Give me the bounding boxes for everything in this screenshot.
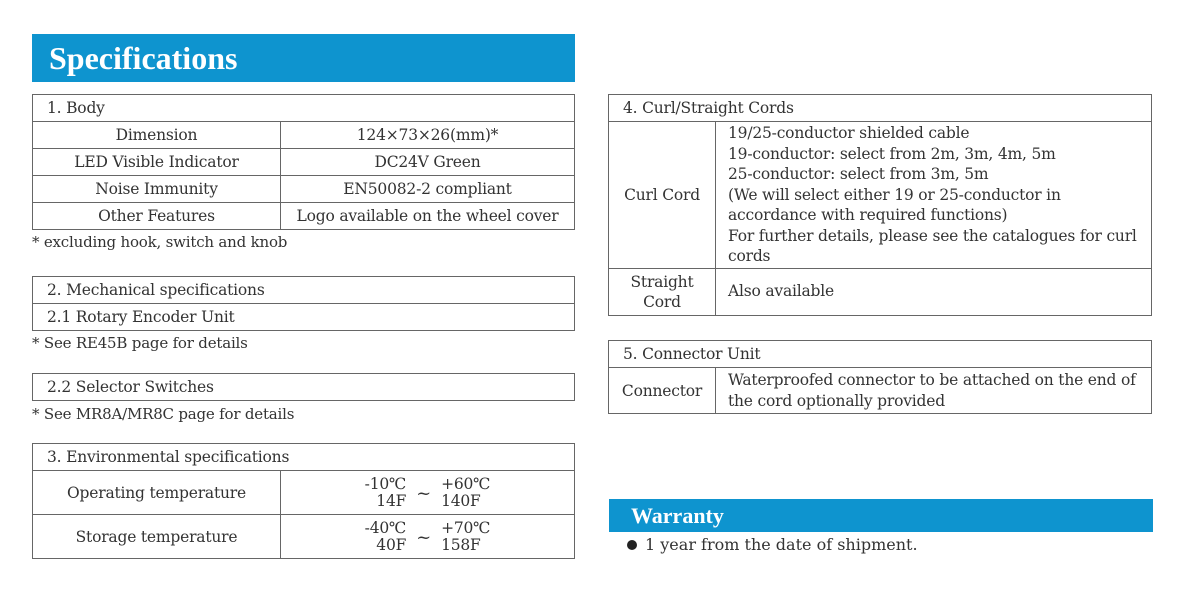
cords-header: 4. Curl/Straight Cords [609, 95, 1152, 122]
noise-value: EN50082-2 compliant [281, 176, 575, 203]
storage-low-f: 40F [376, 536, 407, 554]
features-label: Other Features [33, 203, 281, 230]
led-value: DC24V Green [281, 149, 575, 176]
rotary-encoder-header: 2.1 Rotary Encoder Unit [33, 304, 575, 331]
warranty-title: Warranty [609, 499, 1153, 532]
operating-temp-label: Operating temperature [33, 471, 281, 515]
curl-line: 19/25-conductor shielded cable [728, 124, 970, 142]
body-header: 1. Body [33, 95, 575, 122]
cords-table [608, 94, 1152, 316]
warranty-item [627, 535, 918, 554]
body-note: * excluding hook, switch and knob [32, 233, 288, 251]
straight-label-line: Cord [643, 292, 681, 311]
straight-cord-value: Also available [716, 268, 1152, 315]
connector-header: 5. Connector Unit [609, 341, 1152, 368]
curl-cord-value [716, 122, 1152, 269]
operating-high-c: +60℃ [441, 475, 491, 493]
connector-label: Connector [609, 368, 716, 414]
table-row [33, 515, 575, 559]
body-table [32, 94, 575, 230]
specifications-title: Specifications [32, 34, 575, 82]
mechanical-header: 2. Mechanical specifications [33, 277, 575, 304]
table-row [609, 268, 1152, 315]
connector-value: Waterproofed connector to be attached on the end of the cord optionally provided [716, 368, 1152, 414]
straight-label-line: Straight [630, 272, 694, 291]
environmental-table [32, 443, 575, 559]
table-row [33, 149, 575, 176]
table-row [33, 471, 575, 515]
tilde-symbol: ~ [416, 526, 432, 548]
dimension-value: 124×73×26(mm)* [281, 122, 575, 149]
operating-low-c: -10℃ [364, 475, 407, 493]
led-label: LED Visible Indicator [33, 149, 281, 176]
noise-label: Noise Immunity [33, 176, 281, 203]
warranty-text: 1 year from the date of shipment. [645, 535, 918, 554]
storage-temp-label: Storage temperature [33, 515, 281, 559]
storage-high-f: 158F [441, 536, 481, 554]
storage-high-c: +70℃ [441, 519, 491, 537]
curl-line: 25-conductor: select from 3m, 5m [728, 165, 989, 183]
dimension-label: Dimension [33, 122, 281, 149]
environmental-header: 3. Environmental specifications [33, 444, 575, 471]
curl-line: 19-conductor: select from 2m, 3m, 4m, 5m [728, 144, 1056, 163]
table-row [609, 368, 1152, 414]
selector-table [32, 373, 575, 401]
selector-note: * See MR8A/MR8C page for details [32, 405, 295, 423]
curl-line: (We will select either 19 or 25-conductor in accordance with required functions) [728, 185, 1061, 224]
straight-cord-label [609, 268, 716, 315]
table-row [33, 176, 575, 203]
storage-temp-value [281, 515, 575, 559]
tilde-symbol: ~ [416, 482, 432, 504]
operating-temp-value [281, 471, 575, 515]
table-row [33, 203, 575, 230]
features-value: Logo available on the wheel cover [281, 203, 575, 230]
operating-high-f: 140F [441, 492, 481, 510]
rotary-note: * See RE45B page for details [32, 334, 248, 352]
bullet-icon [627, 540, 637, 550]
curl-line: For further details, please see the catalogues for curl cords [728, 226, 1137, 265]
table-row [609, 122, 1152, 269]
selector-switches-header: 2.2 Selector Switches [33, 374, 575, 401]
table-row [33, 122, 575, 149]
mechanical-table [32, 276, 575, 331]
curl-cord-label: Curl Cord [609, 122, 716, 269]
connector-table [608, 340, 1152, 414]
storage-low-c: -40℃ [364, 519, 407, 537]
operating-low-f: 14F [376, 492, 407, 510]
